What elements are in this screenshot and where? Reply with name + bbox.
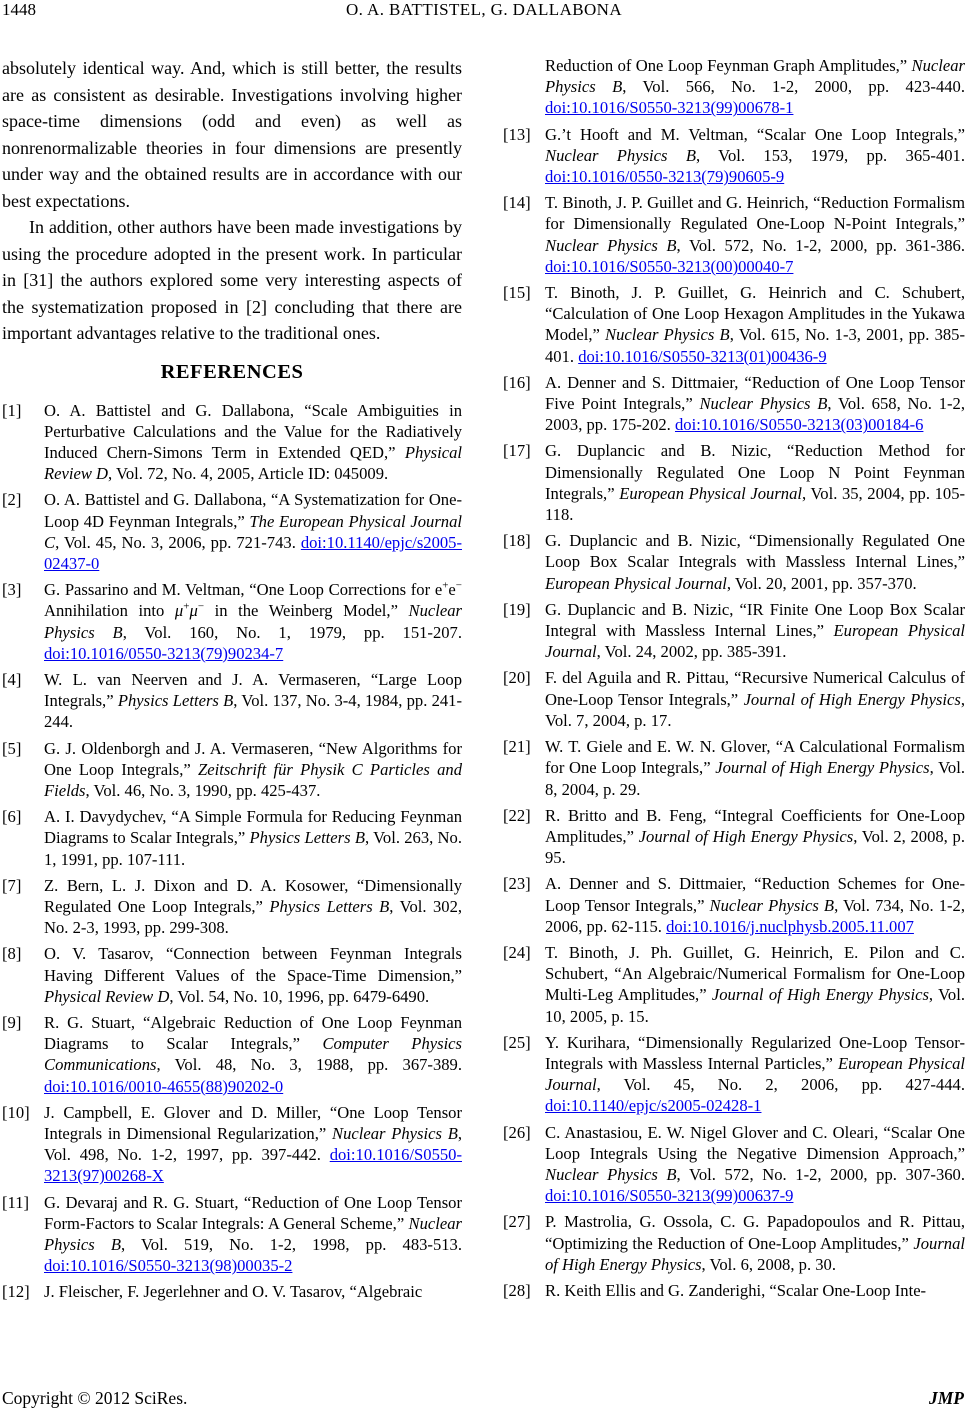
- reference-segment: A. Denner and S. Dittmaier, “Reduction Schemes for One-Loop Tensor Integrals,”: [545, 874, 965, 915]
- reference-text: [44, 490, 462, 573]
- doi-link[interactable]: doi:10.1016/0010-4655(88)90202-0: [44, 1076, 284, 1096]
- journal-name: The European Physical Journal C: [44, 511, 462, 552]
- reference-text: [545, 1033, 965, 1116]
- reference-text: [545, 193, 965, 276]
- reference-text: [44, 807, 462, 868]
- reference-number: [12]: [2, 1282, 30, 1302]
- reference-number: [3]: [2, 580, 22, 600]
- reference-item: [503, 873, 965, 937]
- journal-name: Nuclear Physics B: [332, 1124, 458, 1143]
- doi-link[interactable]: doi:10.1016/S0550-3213(99)00637-9: [545, 1186, 794, 1206]
- reference-text: [545, 441, 965, 524]
- journal-name: Nuclear Physics B: [545, 235, 677, 255]
- running-title: O. A. BATTISTEL, G. DALLABONA: [345, 0, 623, 19]
- reference-text: [545, 1281, 926, 1300]
- references-list-left: [2, 400, 462, 1303]
- reference-text: [545, 943, 965, 1026]
- copyright-text: Copyright © 2012 SciRes.: [2, 1388, 188, 1408]
- journal-name: Journal of High Energy Physics: [743, 689, 961, 709]
- reference-segment: , Vol. 302, No. 2-3, 1993, pp. 299-308.: [44, 896, 463, 938]
- reference-item: [2, 875, 462, 939]
- reference-item: [2, 579, 462, 664]
- reference-text: [545, 600, 965, 661]
- reference-segment: e: [448, 580, 456, 600]
- reference-item: [503, 124, 965, 188]
- reference-segment: , Vol. 734, No. 1-2, 2006, pp. 62-115.: [545, 895, 965, 936]
- doi-link[interactable]: doi:10.1140/epjc/s2005-02437-0: [44, 532, 462, 573]
- reference-number: [17]: [503, 441, 531, 461]
- reference-segment: R. Keith Ellis and G. Zanderighi, “Scalar One-Loop Inte-: [545, 1280, 927, 1300]
- reference-segment: , Vol. 8, 2004, p. 29.: [545, 758, 965, 799]
- reference-segment: , Vol. 45, No. 3, 2006, pp. 721-743.: [55, 532, 301, 552]
- body-paragraph-1: absolutely identical way. And, which is still better, the results are as consistent as desirable. Investigations involving higher space-time dimensions (odd and even) as well as nonrenormalizable theories in four dimensions are presently under way and the obtained results are in accordance with our best expectations.: [2, 58, 462, 211]
- reference-item: [2, 489, 462, 574]
- reference-segment: , Vol. 572, No. 1-2, 2000, pp. 361-386.: [676, 235, 965, 255]
- superscript-sign: −: [197, 600, 205, 613]
- reference-segment: T. Binoth, J. P. Guillet and G. Heinrich, “Reduction Formalism for Dimensionally Regulated One-Loop N-Point Integrals,”: [545, 193, 965, 234]
- reference-segment: T. Binoth, J. P. Guillet, G. Heinrich and C. Schubert, “Calculation of One Loop Hexagon Amplitudes in the Yukawa Model,”: [545, 283, 965, 345]
- reference-item: [503, 942, 965, 1027]
- reference-text: [44, 1013, 462, 1096]
- reference-number: [15]: [503, 283, 531, 303]
- reference-number: [20]: [503, 668, 531, 688]
- journal-name: European Physical Journal: [619, 483, 802, 503]
- journal-name: Zeitschrift für Physik C Particles and Fields: [44, 759, 462, 800]
- reference-number: [25]: [503, 1032, 531, 1052]
- reference-number: [24]: [503, 942, 531, 962]
- journal-name: Physical Review D: [44, 986, 170, 1006]
- journal-name: Physics Letters B: [117, 691, 234, 711]
- journal-name: Nuclear Physics B: [44, 1213, 462, 1255]
- reference-item: [2, 669, 462, 733]
- reference-segment: G. Passarino and M. Veltman, “One Loop Corrections for e: [44, 580, 443, 600]
- reference-number: [1]: [2, 400, 22, 420]
- reference-segment: R. G. Stuart, “Algebraic Reduction of One Loop Feynman Diagrams to Scalar Integrals,”: [44, 1012, 462, 1054]
- reference-item: [503, 805, 965, 869]
- reference-segment: T. Binoth, J. Ph. Guillet, G. Heinrich, E. Pilon and C. Schubert, “An Algebraic/Numerical Formalism for One-Loop Multi-Leg Amplitudes,”: [545, 942, 965, 1005]
- reference-text: [545, 737, 965, 798]
- reference-segment: W. T. Giele and E. W. N. Glover, “A Calculational Formalism for One Loop Integrals,”: [545, 737, 965, 778]
- reference-text: [44, 876, 462, 937]
- reference-number: [11]: [2, 1192, 30, 1212]
- reference-number: [10]: [2, 1102, 30, 1122]
- reference-segment: , Vol. 498, No. 1-2, 1997, pp. 397-442.: [44, 1124, 462, 1165]
- reference-number: [22]: [503, 805, 531, 825]
- reference-item: [503, 599, 965, 663]
- reference-number: [5]: [2, 738, 22, 758]
- reference-segment: Y. Kurihara, “Dimensionally Regularized One-Loop Tensor-Integrals with Massless Internal Particles,”: [545, 1032, 965, 1073]
- journal-name: Journal of High Energy Physics: [545, 1233, 965, 1274]
- reference-segment: A. Denner and S. Dittmaier, “Reduction of One Loop Tensor Five Point Integrals,”: [545, 372, 965, 414]
- reference-segment: Z. Bern, L. J. Dixon and D. A. Kosower, “Dimensionally Regulated One Loop Integrals,”: [44, 875, 462, 916]
- reference-segment: , Vol. 658, No. 1-2, 2003, pp. 175-202.: [545, 394, 965, 435]
- reference-number: [16]: [503, 372, 531, 392]
- doi-link[interactable]: doi:10.1016/S0550-3213(01)00436-9: [578, 346, 827, 366]
- reference-segment: , Vol. 54, No. 10, 1996, pp. 6479-6490.: [169, 986, 430, 1006]
- reference-item: [503, 530, 965, 594]
- reference-text: [44, 401, 462, 484]
- reference-text: [545, 806, 965, 867]
- reference-text: [44, 1282, 422, 1301]
- page-number: 1448: [2, 0, 36, 19]
- reference-segment: O. A. Battistel and G. Dallabona, “Scale Ambiguities in Perturbative Calculations and the Value for the Radiatively Induced Chern-Simons Term in Extended QED,”: [44, 400, 462, 462]
- reference-item: [503, 1211, 965, 1275]
- superscript-sign: +: [183, 600, 190, 613]
- body-paragraph-2: In addition, other authors have been made investigations by using the procedure adopted in the present work. In particular in [31] the authors explored some very interesting aspects of the systematization proposed in [2] concluding that there are important advantages relative to the traditional ones.: [2, 217, 462, 343]
- reference-item: [503, 372, 965, 436]
- journal-name: Physics Letters B: [249, 828, 365, 848]
- reference-text: [545, 531, 965, 592]
- doi-link[interactable]: doi:10.1016/S0550-3213(99)00678-1: [545, 98, 794, 118]
- reference-number: [14]: [503, 193, 531, 213]
- reference-number: [27]: [503, 1212, 531, 1232]
- reference-segment: C. Anastasiou, E. W. Nigel Glover and C. Oleari, “Scalar One Loop Integrals Using the Negative Dimension Approach,”: [545, 1122, 965, 1163]
- reference-segment: G. Duplancic and B. Nizic, “Reduction Method for Dimensionally Regulated One Loop N Point Feynman Integrals,”: [545, 441, 965, 503]
- journal-name: Nuclear Physics B: [605, 325, 730, 345]
- reference-number: [6]: [2, 807, 22, 827]
- reference-segment: J. Fleischer, F. Jegerlehner and O. V. Tasarov, “Algebraic: [44, 1282, 423, 1302]
- reference-number: [7]: [2, 875, 22, 895]
- reference-segment: Annihilation into: [44, 601, 175, 621]
- reference-segment: Reduction of One Loop Feynman Graph Amplitudes,”: [545, 56, 912, 75]
- journal-abbreviation: JMP: [929, 1388, 964, 1408]
- reference-item: [503, 1122, 965, 1207]
- reference-number: [9]: [2, 1012, 22, 1032]
- reference-item: [2, 1012, 462, 1097]
- journal-name: European Physical Journal: [545, 621, 965, 662]
- doi-link[interactable]: doi:10.1016/0550-3213(79)90605-9: [545, 167, 785, 187]
- journal-name: Journal of High Energy Physics: [715, 758, 930, 778]
- reference-segment: in the Weinberg Model,”: [204, 601, 409, 621]
- reference-segment: , Vol. 2, 2008, p. 95.: [545, 826, 965, 868]
- reference-item: [2, 400, 462, 485]
- reference-item: [2, 738, 462, 802]
- reference-segment: O. V. Tasarov, “Connection between Feynman Integrals Having Different Values of the Space-Time Dimension,”: [44, 944, 462, 985]
- reference-item: [503, 55, 965, 119]
- reference-segment: , Vol. 153, 1979, pp. 365-401.: [695, 145, 965, 165]
- reference-segment: , Vol. 10, 2005, p. 15.: [545, 985, 965, 1026]
- reference-text: [44, 739, 462, 800]
- reference-number: [4]: [2, 669, 22, 689]
- references-list-right: [503, 55, 965, 1301]
- reference-text: [545, 874, 965, 935]
- reference-segment: , Vol. 6, 2008, p. 30.: [701, 1254, 836, 1274]
- reference-number: [19]: [503, 599, 531, 619]
- journal-name: European Physical Journal: [545, 1053, 965, 1095]
- reference-segment: W. L. van Neerven and J. A. Vermaseren, “Large Loop Integrals,”: [44, 669, 462, 711]
- journal-name: μ: [189, 601, 198, 621]
- reference-text: [545, 373, 965, 434]
- journal-name: Physical Review D: [44, 442, 462, 484]
- journal-name: Journal of High Energy Physics: [638, 826, 854, 846]
- reference-item: [503, 1032, 965, 1117]
- journal-name: Nuclear Physics B: [699, 394, 828, 414]
- reference-segment: , Vol. 263, No. 1, 1991, pp. 107-111.: [44, 828, 462, 869]
- reference-item: [503, 192, 965, 277]
- reference-segment: R. Britto and B. Feng, “Integral Coefficients for One-Loop Amplitudes,”: [545, 805, 965, 846]
- reference-segment: G. Duplancic and B. Nizic, “Dimensionally Regulated One Loop Box Scalar Integrals with Massless Internal Lines,”: [545, 531, 965, 572]
- doi-link[interactable]: doi:10.1016/S0550-3213(00)00040-7: [545, 256, 794, 276]
- reference-segment: , Vol. 137, No. 3-4, 1984, pp. 241-244.: [44, 691, 463, 732]
- doi-link[interactable]: doi:10.1140/epjc/s2005-02428-1: [545, 1096, 762, 1116]
- reference-item: [2, 1102, 462, 1187]
- reference-segment: , Vol. 519, No. 1-2, 1998, pp. 483-513.: [120, 1235, 462, 1255]
- journal-name: Nuclear Physics B: [545, 1164, 677, 1184]
- reference-number: [13]: [503, 124, 531, 144]
- left-column: [2, 55, 462, 1308]
- reference-text: [545, 56, 965, 117]
- reference-segment: , Vol. 24, 2002, pp. 385-391.: [596, 642, 787, 662]
- reference-segment: , Vol. 20, 2001, pp. 357-370.: [726, 573, 917, 593]
- reference-text: [545, 1212, 965, 1273]
- reference-text: [545, 283, 965, 366]
- journal-name: μ: [174, 601, 184, 621]
- reference-segment: J. Campbell, E. Glover and D. Miller, “One Loop Tensor Integrals in Dimensional Regularization,”: [44, 1102, 462, 1143]
- doi-link[interactable]: doi:10.1016/0550-3213(79)90234-7: [44, 643, 284, 663]
- reference-item: [503, 282, 965, 367]
- reference-text: [44, 1103, 462, 1186]
- reference-segment: , Vol. 48, No. 3, 1988, pp. 367-389.: [156, 1055, 462, 1075]
- reference-text: [44, 944, 462, 1005]
- reference-text: [44, 580, 462, 663]
- reference-segment: G. Devaraj and R. G. Stuart, “Reduction of One Loop Tensor Form-Factors to Scalar Integrals: A General Scheme,”: [44, 1192, 462, 1233]
- reference-number: [2]: [2, 490, 22, 510]
- reference-item: [503, 736, 965, 800]
- reference-segment: , Vol. 45, No. 2, 2006, pp. 427-444.: [596, 1075, 965, 1095]
- reference-item: [503, 440, 965, 525]
- doi-link[interactable]: doi:10.1016/S0550-3213(97)00268-X: [44, 1145, 462, 1186]
- reference-segment: , Vol. 160, No. 1, 1979, pp. 151-207.: [122, 622, 462, 642]
- reference-segment: F. del Aguila and R. Pittau, “Recursive Numerical Calculus of One-Loop Tensor Integrals,”: [545, 668, 965, 709]
- right-column: [503, 55, 965, 1306]
- reference-item: [2, 806, 462, 870]
- journal-name: Nuclear Physics B: [545, 56, 965, 97]
- reference-text: [44, 670, 462, 731]
- journal-name: European Physical Journal: [545, 573, 727, 593]
- reference-number: [23]: [503, 874, 531, 894]
- reference-item: [503, 1280, 965, 1301]
- reference-segment: A. I. Davydychev, “A Simple Formula for Reducing Feynman Diagrams to Scalar Integrals,”: [44, 807, 462, 848]
- reference-text: [44, 1193, 462, 1276]
- journal-name: Nuclear Physics B: [44, 601, 463, 642]
- journal-name: Journal of High Energy Physics: [711, 985, 929, 1005]
- reference-number: [26]: [503, 1122, 531, 1142]
- reference-segment: O. A. Battistel and G. Dallabona, “A Systematization for One-Loop 4D Feynman Integrals,”: [44, 490, 462, 531]
- reference-item: [503, 667, 965, 731]
- reference-item: [2, 1281, 462, 1302]
- reference-segment: , Vol. 35, 2004, pp. 105-118.: [545, 483, 966, 525]
- reference-segment: G. Duplancic and B. Nizic, “IR Finite One Loop Box Scalar Integral with Massless Internal Lines,”: [545, 599, 965, 641]
- reference-segment: , Vol. 572, No. 1-2, 2000, pp. 307-360.: [676, 1164, 965, 1184]
- reference-segment: , Vol. 7, 2004, p. 17.: [545, 689, 965, 730]
- doi-link[interactable]: doi:10.1016/j.nuclphysb.2005.11.007: [666, 916, 914, 936]
- journal-name: Physics Letters B: [269, 896, 390, 916]
- reference-segment: , Vol. 615, No. 1-3, 2001, pp. 385-401.: [545, 325, 965, 366]
- reference-text: [545, 1123, 965, 1206]
- reference-segment: P. Mastrolia, G. Ossola, C. G. Papadopoulos and R. Pittau, “Optimizing the Reduction of One-Loop Amplitudes,”: [545, 1212, 965, 1253]
- doi-link[interactable]: doi:10.1016/S0550-3213(03)00184-6: [674, 415, 924, 435]
- references-heading: REFERENCES: [160, 360, 304, 383]
- superscript-sign: +: [442, 579, 449, 592]
- reference-number: [28]: [503, 1280, 531, 1300]
- doi-link[interactable]: doi:10.1016/S0550-3213(98)00035-2: [44, 1256, 293, 1276]
- journal-name: Computer Physics Communications: [44, 1034, 462, 1075]
- reference-segment: , Vol. 566, No. 1-2, 2000, pp. 423-440.: [622, 77, 965, 97]
- reference-segment: , Vol. 72, No. 4, 2005, Article ID: 045009.: [108, 464, 389, 484]
- reference-text: [545, 668, 965, 729]
- reference-text: [545, 125, 965, 186]
- reference-segment: G. J. Oldenborgh and J. A. Vermaseren, “New Algorithms for One Loop Integrals,”: [44, 738, 462, 779]
- journal-name: Nuclear Physics B: [709, 895, 835, 915]
- reference-number: [21]: [503, 737, 531, 757]
- journal-name: Nuclear Physics B: [545, 145, 696, 165]
- superscript-sign: −: [455, 579, 462, 592]
- reference-item: [2, 943, 462, 1007]
- reference-item: [2, 1192, 462, 1277]
- reference-segment: G.’t Hooft and M. Veltman, “Scalar One Loop Integrals,”: [545, 124, 965, 144]
- reference-segment: , Vol. 46, No. 3, 1990, pp. 425-437.: [85, 780, 321, 800]
- reference-number: [18]: [503, 531, 531, 551]
- reference-number: [8]: [2, 944, 22, 964]
